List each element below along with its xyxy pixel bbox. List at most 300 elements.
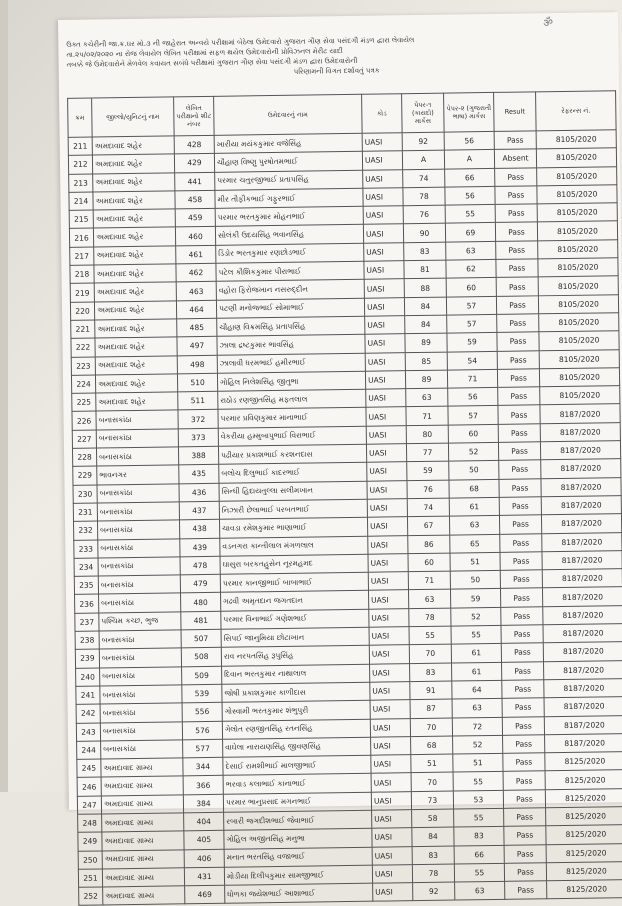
- cell-result: Pass: [503, 753, 545, 772]
- cell-district: અમદાવાદ ગ્રામ્ય: [102, 849, 184, 868]
- cell-paper2: 57: [447, 314, 497, 333]
- cell-name: ખારીયા મયંકકુમાર વજેસિંહ: [214, 133, 362, 153]
- cell-sr: 229: [73, 466, 97, 485]
- cell-paper1: 76: [407, 480, 449, 499]
- cell-district: પશ્ચિમ કચ્છ, ભુજ: [99, 612, 181, 631]
- cell-name: ચૌહાણ વિષ્ણુ પુરષોતમભાઈ: [214, 152, 362, 172]
- cell-district: અમદાવાદ શહેર: [96, 392, 178, 411]
- cell-name: વડનગરા કાન્તીલાલ મંગળલાલ: [220, 536, 368, 556]
- cell-name: સિન્ધી હિદાયતુલ્લા સલીમખાન: [219, 481, 367, 501]
- cell-name: વેકરીયા હમ્મુબાપુભાઈ વિરાભાઈ: [218, 426, 366, 446]
- cell-name: પરમાર કાનજીભાઈ બાબાભાઈ: [220, 572, 368, 592]
- cell-paper2: 72: [452, 717, 502, 736]
- cell-name: રાવ નરપતસિંહ રૂપુસિંહ: [221, 646, 369, 666]
- cell-exam-no: 458: [175, 190, 215, 209]
- cell-exam-no: 478: [180, 556, 220, 575]
- cell-paper2: 63: [446, 241, 496, 260]
- cell-sr: 236: [75, 594, 99, 613]
- cell-exam-no: 556: [182, 702, 222, 721]
- cell-district: અમદાવાદ શહેર: [94, 246, 176, 265]
- cell-exam-no: 429: [174, 154, 214, 173]
- cell-gender: UASI: [365, 352, 405, 371]
- cell-sr: 252: [79, 887, 103, 906]
- cell-gender: UASI: [363, 169, 403, 188]
- cell-ref: 8125/2020: [546, 825, 622, 844]
- cell-gender: UASI: [371, 755, 411, 774]
- cell-result: Pass: [496, 259, 538, 278]
- cell-paper2: 63: [449, 516, 499, 535]
- cell-name: મીર તૌફીકભાઈ ગફુરભાઈ: [215, 188, 363, 208]
- cell-gender: UASI: [362, 133, 402, 152]
- cell-gender: UASI: [367, 517, 407, 536]
- page-edge-shadow: [0, 0, 8, 792]
- cell-ref: 8187/2020: [544, 660, 622, 679]
- cell-name: વાઘેલા નારાયણસિંહ જીવણસિંહ: [223, 737, 371, 757]
- cell-paper2: 55: [454, 863, 504, 882]
- cell-sr: 222: [71, 338, 95, 357]
- cell-district: અમદાવાદ શહેર: [92, 136, 174, 155]
- cell-exam-no: 577: [183, 739, 223, 758]
- cell-paper2: 50: [449, 461, 499, 480]
- cell-paper2: 52: [448, 442, 498, 461]
- cell-paper1: 91: [410, 681, 452, 700]
- cell-sr: 211: [68, 137, 92, 156]
- cell-sr: 238: [75, 631, 99, 650]
- cell-exam-no: 480: [181, 593, 221, 612]
- cell-sr: 223: [71, 357, 95, 376]
- cell-ref: 8187/2020: [543, 605, 622, 624]
- cell-gender: UASI: [363, 188, 403, 207]
- cell-district: બનાસકાંઠા: [98, 575, 180, 594]
- cell-ref: 8125/2020: [546, 862, 622, 881]
- cell-gender: UASI: [367, 480, 407, 499]
- cell-result: Pass: [497, 369, 539, 388]
- cell-paper1: A: [402, 150, 444, 169]
- cell-paper1: 77: [406, 443, 448, 462]
- cell-paper1: 81: [404, 260, 446, 279]
- cell-result: Pass: [497, 314, 539, 333]
- cell-ref: 8187/2020: [542, 551, 622, 570]
- cell-paper2: 69: [445, 223, 495, 242]
- cell-sr: 217: [70, 247, 94, 266]
- cell-paper1: 85: [405, 352, 447, 371]
- cell-gender: UASI: [370, 682, 410, 701]
- cell-gender: UASI: [372, 828, 412, 847]
- cell-result: Pass: [501, 643, 543, 662]
- cell-district: અમદાવાદ શહેર: [93, 209, 175, 228]
- cell-gender: UASI: [364, 242, 404, 261]
- cell-exam-no: 344: [183, 757, 223, 776]
- cell-district: બનાસકાંઠા: [99, 593, 181, 612]
- cell-exam-no: 461: [176, 245, 216, 264]
- cell-gender: UASI: [364, 279, 404, 298]
- cell-paper2: 71: [447, 369, 497, 388]
- cell-ref: 8187/2020: [543, 642, 622, 661]
- cell-paper1: 92: [413, 882, 455, 901]
- cell-gender: UASI: [367, 499, 407, 518]
- cell-result: Pass: [497, 332, 539, 351]
- col-header-exam-no: લેખિત પરીક્ષાનો શીટ નંબર: [174, 96, 215, 136]
- cell-gender: UASI: [363, 224, 403, 243]
- cell-paper1: 88: [404, 278, 446, 297]
- cell-sr: 224: [71, 375, 95, 394]
- cell-district: ભાવનગર: [97, 465, 179, 484]
- cell-result: Pass: [500, 588, 542, 607]
- cell-exam-no: 384: [183, 794, 223, 813]
- cell-district: અમદાવાદ ગ્રામ્ય: [103, 886, 185, 905]
- cell-paper2: 51: [450, 552, 500, 571]
- cell-exam-no: 428: [174, 135, 214, 154]
- cell-exam-no: 431: [184, 867, 224, 886]
- cell-paper1: 89: [405, 370, 447, 389]
- cell-paper2: 52: [453, 735, 503, 754]
- cell-gender: UASI: [371, 736, 411, 755]
- cell-paper1: 71: [406, 407, 448, 426]
- cell-exam-no: 507: [181, 629, 221, 648]
- cell-result: Pass: [496, 241, 538, 260]
- cell-exam-no: 463: [176, 282, 216, 301]
- cell-sr: 233: [74, 540, 98, 559]
- cell-paper1: 74: [403, 169, 445, 188]
- cell-sr: 245: [77, 759, 101, 778]
- cell-paper2: 56: [444, 131, 494, 150]
- cell-district: અમદાવાદ શહેર: [94, 301, 176, 320]
- cell-exam-no: 436: [179, 483, 219, 502]
- heading-line-2: તા.૨૫/૦૨/૨૦૨૦ ના રોજ લેવાયેલ લેખિત પરીક્ષામાં સફળ થયેલ ઉમેદવારોની પ્રોવિઝનલ મેરીટ યાદી: [66, 47, 343, 59]
- cell-gender: UASI: [367, 462, 407, 481]
- cell-sr: 218: [70, 265, 94, 284]
- cell-paper1: 84: [412, 827, 454, 846]
- cell-sr: 213: [69, 174, 93, 193]
- cell-paper1: 87: [410, 699, 452, 718]
- cell-exam-no: 406: [184, 849, 224, 868]
- cell-name: પઢીયાર પ્રકાશભાઈ કરશનદાસ: [218, 444, 366, 464]
- cell-name: પરમાર ચતુરજીભાઈ પ્રતાપસિંહ: [215, 170, 363, 190]
- cell-result: Pass: [495, 186, 537, 205]
- cell-name: પરમાર વિનાભાઈ ગણેશભાઈ: [221, 609, 369, 629]
- cell-ref: 8105/2020: [537, 185, 617, 204]
- cell-exam-no: 539: [182, 684, 222, 703]
- col-header-ref: રેફરન્સ નં.: [536, 91, 617, 131]
- cell-name: પટણી મનોજભાઈ સોમાભાઈ: [216, 298, 364, 318]
- cell-paper2: 62: [446, 259, 496, 278]
- cell-sr: 232: [74, 521, 98, 540]
- cell-paper1: 60: [408, 553, 450, 572]
- cell-sr: 251: [78, 869, 102, 888]
- cell-gender: UASI: [366, 407, 406, 426]
- cell-district: બનાસકાંઠા: [100, 721, 182, 740]
- cell-name: ભરવાડ કલાભાઈ કાનાભાઈ: [223, 774, 371, 794]
- cell-ref: 8187/2020: [544, 679, 622, 698]
- cell-district: બનાસકાંઠા: [101, 740, 183, 759]
- cell-gender: UASI: [364, 297, 404, 316]
- cell-district: બનાસકાંઠા: [96, 410, 178, 429]
- cell-paper2: 57: [446, 296, 496, 315]
- cell-name: જોષી પ્રકાશકુમાર કાળીદાસ: [222, 682, 370, 702]
- cell-exam-no: 508: [181, 648, 221, 667]
- cell-gender: UASI: [365, 334, 405, 353]
- cell-exam-no: 388: [178, 446, 218, 465]
- cell-paper1: 67: [407, 516, 449, 535]
- cell-paper1: 59: [407, 461, 449, 480]
- cell-ref: 8187/2020: [541, 514, 621, 533]
- cell-name: ઘાસુરા બરકતહુસેન નૂરમહમદ: [220, 554, 368, 574]
- cell-exam-no: 404: [184, 812, 224, 831]
- cell-sr: 216: [69, 229, 93, 248]
- cell-district: બનાસકાંઠા: [97, 502, 179, 521]
- cell-sr: 240: [76, 668, 100, 687]
- cell-exam-no: 576: [182, 721, 222, 740]
- cell-exam-no: 497: [177, 337, 217, 356]
- cell-name: દેસાઈ રામશીભાઈ માલજીભાઈ: [223, 755, 371, 775]
- cell-district: બનાસકાંઠા: [99, 648, 181, 667]
- cell-ref: 8105/2020: [537, 221, 617, 240]
- cell-paper2: 61: [449, 497, 499, 516]
- cell-paper1: 63: [408, 589, 450, 608]
- cell-paper1: 84: [404, 297, 446, 316]
- cell-sr: 231: [73, 503, 97, 522]
- cell-result: Pass: [500, 533, 542, 552]
- cell-paper2: 66: [445, 168, 495, 187]
- cell-exam-no: 510: [177, 373, 217, 392]
- cell-sr: 239: [75, 649, 99, 668]
- cell-result: Pass: [500, 552, 542, 571]
- cell-gender: UASI: [371, 791, 411, 810]
- cell-district: અમદાવાદ ગ્રામ્ય: [102, 868, 184, 887]
- cell-exam-no: 437: [179, 501, 219, 520]
- cell-district: અમદાવાદ શહેર: [95, 337, 177, 356]
- cell-paper2: 52: [451, 607, 501, 626]
- cell-name: મનાત ભરતસિંહ વજાભાઈ: [224, 847, 372, 867]
- cell-result: Pass: [499, 478, 541, 497]
- cell-paper2: 59: [447, 333, 497, 352]
- cell-sr: 242: [76, 704, 100, 723]
- cell-name: પરમાર ભરતકુમાર મોહનભાઈ: [215, 206, 363, 226]
- col-header-district: જીલ્લો/યુનિટનું નામ: [92, 97, 175, 137]
- cell-ref: 8187/2020: [540, 441, 620, 460]
- cell-name: નિઝારી છેલાભાઈ પરબતભાઈ: [219, 499, 367, 519]
- cell-paper1: 78: [412, 864, 454, 883]
- heading-line-4: પરિણામની વિગત દર્શાવતું પત્રક: [293, 66, 380, 76]
- cell-ref: 8187/2020: [544, 697, 622, 716]
- cell-exam-no: 464: [176, 300, 216, 319]
- cell-result: Pass: [495, 167, 537, 186]
- cell-sr: 228: [72, 448, 96, 467]
- cell-result: Absent: [494, 149, 536, 168]
- cell-result: Pass: [502, 680, 544, 699]
- cell-sr: 249: [78, 832, 102, 851]
- cell-district: અમદાવાદ શહેર: [95, 355, 177, 374]
- cell-paper1: 55: [409, 626, 451, 645]
- cell-exam-no: 435: [179, 465, 219, 484]
- cell-result: Pass: [499, 497, 541, 516]
- cell-paper1: 51: [411, 754, 453, 773]
- document-heading: [66, 32, 607, 80]
- cell-result: Pass: [498, 424, 540, 443]
- cell-result: Pass: [501, 625, 543, 644]
- cell-exam-no: 373: [178, 428, 218, 447]
- cell-gender: UASI: [369, 645, 409, 664]
- cell-result: Pass: [496, 277, 538, 296]
- cell-paper1: 83: [410, 663, 452, 682]
- cell-name: બલોચ દિલુભાઈ કાદરભાઈ: [219, 463, 367, 483]
- cell-exam-no: 441: [175, 172, 215, 191]
- cell-name: ઝાલાવી ધરમભાઈ હમીરભાઈ: [217, 353, 365, 373]
- document-sheet: [58, 12, 622, 902]
- cell-name: દિવાન ભરતકુમાર નાથાલાલ: [222, 664, 370, 684]
- cell-result: Pass: [499, 515, 541, 534]
- cell-paper2: 64: [452, 680, 502, 699]
- cell-paper1: 74: [407, 498, 449, 517]
- cell-paper1: 78: [409, 608, 451, 627]
- cell-ref: 8187/2020: [541, 459, 621, 478]
- cell-district: બનાસકાંઠા: [99, 630, 181, 649]
- col-header-paper1: પેપર-૧ (કાયદો) માર્કસ: [402, 93, 445, 133]
- cell-name: રાઠોડ રણજીતસિંહ મફતલાલ: [218, 389, 366, 409]
- cell-paper1: 90: [403, 224, 445, 243]
- cell-ref: 8187/2020: [544, 715, 622, 734]
- cell-result: Pass: [498, 405, 540, 424]
- cell-district: બનાસકાંઠા: [98, 520, 180, 539]
- col-header-result: Result: [494, 92, 537, 132]
- cell-result: Pass: [505, 881, 547, 900]
- cell-name: પરમાર ભાનુપ્રસાદ મગનભાઈ: [223, 792, 371, 812]
- cell-sr: 227: [72, 430, 96, 449]
- cell-ref: 8187/2020: [540, 404, 620, 423]
- cell-paper1: 89: [405, 333, 447, 352]
- cell-gender: UASI: [364, 261, 404, 280]
- cell-result: Pass: [504, 808, 546, 827]
- cell-ref: 8187/2020: [542, 587, 622, 606]
- cell-gender: UASI: [365, 371, 405, 390]
- cell-district: અમદાવાદ ગ્રામ્ય: [101, 776, 183, 795]
- cell-district: બનાસકાંઠા: [100, 703, 182, 722]
- cell-paper2: 55: [454, 808, 504, 827]
- cell-paper2: A: [444, 150, 494, 169]
- cell-result: Pass: [503, 735, 545, 754]
- cell-exam-no: 462: [176, 263, 216, 282]
- cell-ref: 8105/2020: [537, 203, 617, 222]
- cell-result: Pass: [504, 863, 546, 882]
- cell-name: ગોહિલ નિલેશસિંહ જીતુભા: [217, 371, 365, 391]
- cell-exam-no: 366: [183, 776, 223, 795]
- cell-gender: UASI: [369, 608, 409, 627]
- cell-name: વહોરા ફિરોજખાન નસરુદ્દીન: [216, 280, 364, 300]
- cell-name: ધોળકા જયેશભાઈ આશાભાઈ: [225, 883, 373, 903]
- cell-result: Pass: [499, 460, 541, 479]
- cell-district: બનાસકાંઠા: [100, 666, 182, 685]
- cell-paper1: 68: [411, 736, 453, 755]
- cell-ref: 8187/2020: [540, 422, 620, 441]
- cell-paper1: 83: [412, 846, 454, 865]
- cell-result: Pass: [498, 442, 540, 461]
- cell-name: ચૌહાણ વિક્રમસિંહ પ્રતાપસિંહ: [217, 316, 365, 336]
- cell-paper1: 70: [409, 644, 451, 663]
- cell-paper1: 86: [408, 535, 450, 554]
- cell-paper2: 68: [449, 479, 499, 498]
- cell-paper2: 66: [454, 845, 504, 864]
- cell-paper2: 55: [453, 772, 503, 791]
- cell-gender: UASI: [372, 846, 412, 865]
- cell-gender: UASI: [370, 700, 410, 719]
- cell-result: Pass: [498, 387, 540, 406]
- cell-ref: 8105/2020: [540, 386, 620, 405]
- cell-paper1: 83: [404, 242, 446, 261]
- cell-district: અમદાવાદ શહેર: [95, 374, 177, 393]
- cell-ref: 8187/2020: [542, 532, 622, 551]
- cell-district: અમદાવાદ ગ્રામ્ય: [102, 813, 184, 832]
- cell-paper2: 57: [448, 406, 498, 425]
- col-header-name: ઉમેદવારનું નામ: [214, 94, 363, 135]
- cell-paper2: 55: [451, 625, 501, 644]
- cell-gender: UASI: [366, 389, 406, 408]
- cell-result: Pass: [494, 131, 536, 150]
- cell-exam-no: 498: [177, 355, 217, 374]
- cell-ref: 8105/2020: [539, 368, 619, 387]
- cell-paper2: 60: [448, 424, 498, 443]
- cell-district: બનાસકાંઠા: [96, 447, 178, 466]
- cell-paper2: 55: [445, 205, 495, 224]
- cell-district: અમદાવાદ શહેર: [92, 154, 174, 173]
- cell-exam-no: 485: [177, 318, 217, 337]
- cell-paper1: 92: [402, 132, 444, 151]
- cell-district: અમદાવાદ શહેર: [93, 191, 175, 210]
- cell-paper2: 65: [450, 534, 500, 553]
- cell-result: Pass: [497, 350, 539, 369]
- cell-exam-no: 460: [175, 227, 215, 246]
- cell-district: અમદાવાદ ગ્રામ્ય: [101, 795, 183, 814]
- cell-result: Pass: [503, 771, 545, 790]
- cell-paper2: 53: [453, 790, 503, 809]
- cell-ref: 8125/2020: [545, 752, 622, 771]
- cell-sr: 244: [77, 741, 101, 760]
- cell-ref: 8105/2020: [538, 276, 618, 295]
- cell-district: બનાસકાંઠા: [100, 685, 182, 704]
- cell-name: પટેલ કૌશિકકુમાર પીરાભાઈ: [216, 261, 364, 281]
- cell-gender: UASI: [366, 425, 406, 444]
- cell-district: અમદાવાદ ગ્રામ્ય: [102, 831, 184, 850]
- cell-ref: 8105/2020: [539, 313, 619, 332]
- cell-sr: 212: [68, 155, 92, 174]
- cell-paper1: 80: [406, 425, 448, 444]
- cell-paper2: 54: [447, 351, 497, 370]
- cell-paper1: 58: [412, 809, 454, 828]
- cell-exam-no: 481: [181, 611, 221, 630]
- cell-gender: UASI: [362, 151, 402, 170]
- cell-result: Pass: [495, 204, 537, 223]
- cell-paper2: 63: [455, 882, 505, 901]
- cell-exam-no: 509: [182, 666, 222, 685]
- cell-sr: 243: [76, 722, 100, 741]
- table-body: [68, 130, 622, 906]
- cell-name: ગોહિલ અજીતસિંહ મનુભા: [224, 828, 372, 848]
- cell-district: બનાસકાંઠા: [98, 557, 180, 576]
- cell-paper1: 70: [411, 772, 453, 791]
- cell-gender: UASI: [370, 718, 410, 737]
- cell-result: Pass: [495, 222, 537, 241]
- cell-gender: UASI: [365, 316, 405, 335]
- cell-sr: 219: [70, 283, 94, 302]
- cell-ref: 8105/2020: [539, 331, 619, 350]
- cell-sr: 234: [74, 558, 98, 577]
- cell-gender: UASI: [372, 865, 412, 884]
- cell-district: બનાસકાંઠા: [98, 538, 180, 557]
- cell-paper1: 70: [410, 718, 452, 737]
- cell-paper2: 50: [450, 571, 500, 590]
- cell-gender: UASI: [370, 663, 410, 682]
- cell-ref: 8187/2020: [541, 496, 621, 515]
- cell-result: Pass: [504, 844, 546, 863]
